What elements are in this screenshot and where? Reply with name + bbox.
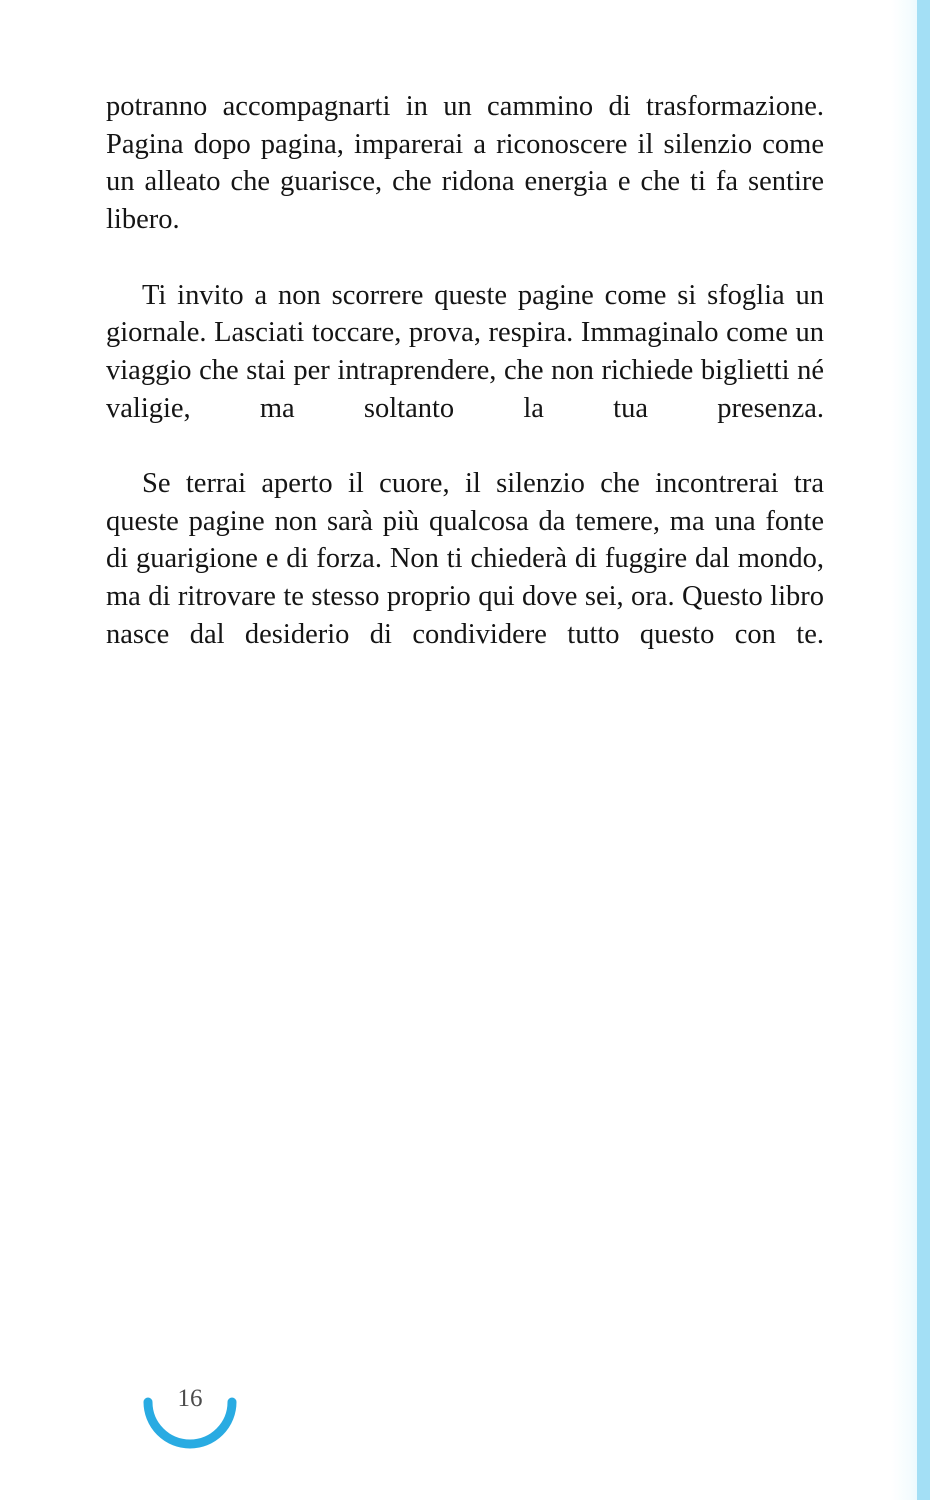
paragraph-cuore: Se terrai aperto il cuore, il silenzio che incontrerai tra queste pagine non sarà più qualcosa da temere, ma una fonte di guarigione e di forza. Non ti chiederà di fuggire dal mondo, ma di ritrovare te stesso proprio qui dove sei, ora. Questo libro nasce dal desiderio di condividere tutto questo con te. [106,468,824,650]
page-edge-fade [891,0,917,1500]
paragraph-invito: Ti invito a non scorrere queste pagine come si sfoglia un giornale. Lasciati toccare, prova, respira. Immaginalo come un viaggio che stai per intraprendere, che non richiede biglietti né valigie, ma soltanto la tua presenza. [106,279,824,424]
page-edge-strip [917,0,930,1500]
paragraph-continued: potranno accompagnarti in un cammino di trasformazione. Pagina dopo pagina, imparerai a riconoscere il silenzio come un alleato che guarisce, che ridona energia e che ti fa sentire libero. [106,91,824,236]
page-folio [140,1380,240,1470]
page-number: 16 [177,1385,203,1412]
body-text-column [106,88,824,691]
